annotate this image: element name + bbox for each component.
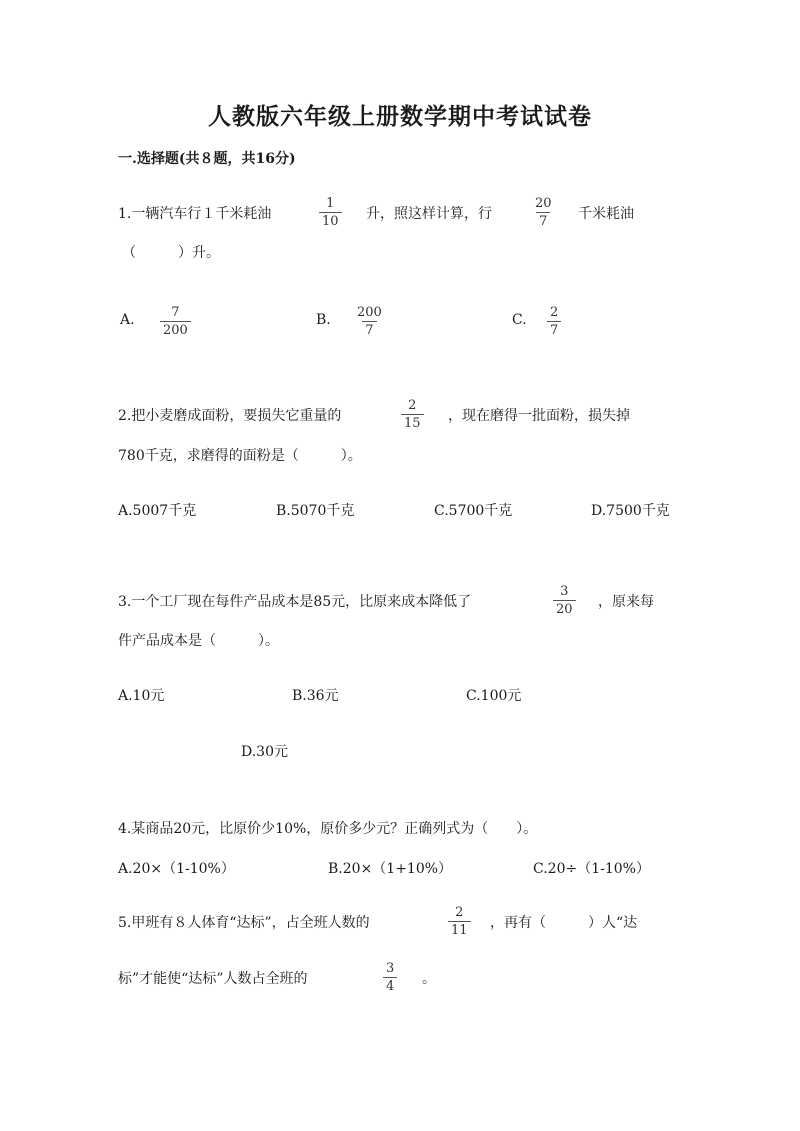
q2-option-c: C.5700千克 <box>434 503 513 519</box>
q4-text: 4.某商品20元，比原价少10%，原价多少元？正确列式为（ ）。 <box>118 821 538 837</box>
q1-f2-numerator: 20 <box>535 196 552 211</box>
q1-fc-numerator: 2 <box>550 305 559 320</box>
q4-option-b: B.20×（1+10%） <box>328 861 453 877</box>
q2-option-a: A.5007千克 <box>118 503 197 519</box>
q3-fraction-1 <box>553 584 576 617</box>
q3-option-d: D.30元 <box>241 744 288 760</box>
q5-f1-numerator: 2 <box>455 905 464 920</box>
q1-fb-numerator: 200 <box>357 305 382 320</box>
q1-option-a-label: A. <box>120 312 135 328</box>
q2-text-a: 2.把小麦磨成面粉，要损失它重量的 <box>118 408 342 424</box>
q3-line-2: 件产品成本是（ ）。 <box>118 633 279 649</box>
q2-f1-denominator: 15 <box>401 414 424 431</box>
q2-option-b: B.5070千克 <box>276 503 355 519</box>
q5-text-c: 标”才能使“达标”人数占全班的 <box>118 971 308 987</box>
q3-f1-denominator: 20 <box>553 600 576 617</box>
q2-fraction-1 <box>401 398 424 431</box>
q3-option-b: B.36元 <box>292 688 339 704</box>
q3-option-a: A.10元 <box>118 688 165 704</box>
q1-line-2: （ ）升。 <box>122 245 220 261</box>
q2-f1-numerator: 2 <box>408 398 417 413</box>
q1-text-c: 千米耗油 <box>578 206 634 222</box>
q5-fraction-1 <box>448 905 471 938</box>
q1-fa-denominator: 200 <box>160 321 191 338</box>
q5-text-b: ，再有（ ）人“达 <box>490 915 638 931</box>
q1-f2-denominator: 7 <box>536 212 550 229</box>
q1-option-c-label: C. <box>512 312 527 328</box>
q5-text-d: 。 <box>422 971 436 987</box>
q1-option-c-fraction <box>547 305 561 338</box>
q1-option-a-fraction <box>160 305 191 338</box>
q5-f2-denominator: 4 <box>383 977 397 994</box>
q1-fraction-1 <box>319 196 342 229</box>
q1-option-b-label: B. <box>316 312 331 328</box>
q2-option-d: D.7500千克 <box>591 503 670 519</box>
q1-f1-denominator: 10 <box>319 212 342 229</box>
q4-option-a: A.20×（1-10%） <box>118 861 235 877</box>
page-title: 人教版六年级上册数学期中考试试卷 <box>208 103 592 130</box>
q1-fa-numerator: 7 <box>171 305 180 320</box>
q1-text-b: 升，照这样计算，行 <box>366 206 492 222</box>
q5-f2-numerator: 3 <box>386 961 395 976</box>
q1-f1-numerator: 1 <box>326 196 335 211</box>
q3-text-a: 3.一个工厂现在每件产品成本是85元，比原来成本降低了 <box>118 594 472 610</box>
q4-option-c: C.20÷（1-10%） <box>533 861 650 877</box>
q1-fb-denominator: 7 <box>362 321 376 338</box>
q5-f1-denominator: 11 <box>448 921 471 938</box>
q1-option-b-fraction <box>354 305 385 338</box>
q2-line-2: 780千克，求磨得的面粉是（ ）。 <box>118 448 362 464</box>
q3-option-c: C.100元 <box>466 688 522 704</box>
q1-fc-denominator: 7 <box>547 321 561 338</box>
q1-text-a: 1.一辆汽车行１千米耗油 <box>118 206 272 222</box>
q2-text-b: ，现在磨得一批面粉，损失掉 <box>448 408 630 424</box>
q3-f1-numerator: 3 <box>560 584 569 599</box>
q1-fraction-2 <box>532 196 555 229</box>
q5-fraction-2 <box>383 961 397 994</box>
q3-text-b: ，原来每 <box>598 594 654 610</box>
section-heading: 一.选择题(共８题，共16分) <box>118 151 296 167</box>
q5-text-a: 5.甲班有８人体育“达标”，占全班人数的 <box>118 915 370 931</box>
